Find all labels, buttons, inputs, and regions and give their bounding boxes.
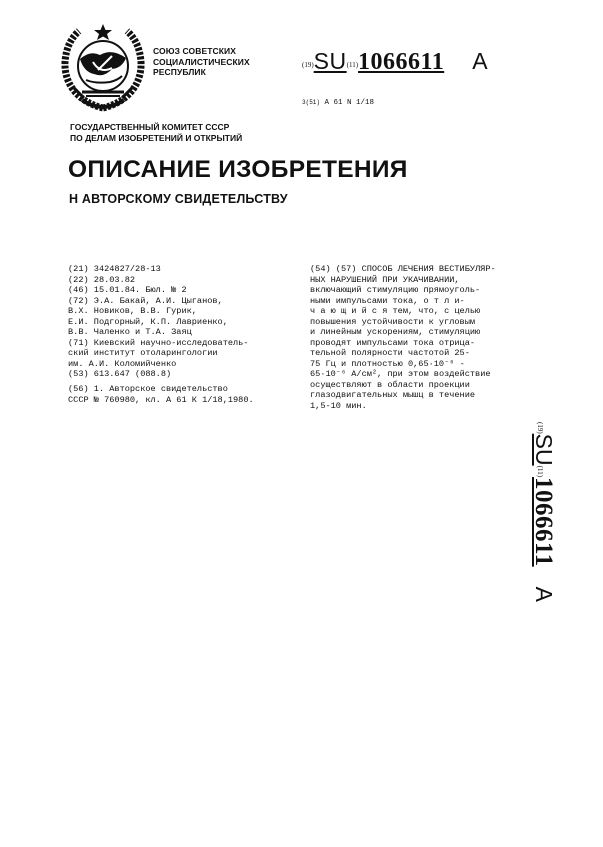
claim-line: включающий стимуляцию прямоуголь-: [310, 285, 481, 295]
biblio-line: В.В. Чаленко и Т.А. Заяц: [68, 327, 192, 337]
biblio-line: им. А.И. Коломийченко: [68, 358, 177, 369]
patent-number: 1066611: [358, 49, 445, 75]
patent-number-header: [302, 48, 488, 76]
ussr-emblem-icon: [60, 22, 146, 114]
country-code: SU: [313, 48, 347, 74]
claim-line: ными импульсами тока, о т л и-: [310, 295, 465, 306]
biblio-line: ский институт отоларингологии: [68, 348, 218, 358]
biblio-line: (53) 613.647 (088.8): [68, 369, 172, 379]
biblio-line: (46) 15.01.84. Бюл. № 2: [68, 285, 187, 295]
claim-line: (54) (57) СПОСОБ ЛЕЧЕНИЯ ВЕСТИБУЛЯР-: [310, 264, 496, 274]
claim-abstract: [310, 264, 496, 411]
country-line: РЕСПУБЛИК: [153, 67, 206, 77]
country-code: SU: [531, 433, 557, 466]
code-11-label: (11): [346, 61, 359, 69]
biblio-line: (72) Э.А. Бакай, А.И. Цыганов,: [68, 295, 223, 306]
claim-line: проводят импульсами тока отрица-: [310, 337, 476, 348]
biblio-line: (21) 3424827/28-13: [68, 264, 161, 274]
biblio-line: В.Х. Новиков, В.В. Гурик,: [68, 306, 197, 316]
biblio-line: Е.И. Подгорный, К.П. Лавриенко,: [68, 316, 228, 327]
patent-number: 1066611: [530, 477, 557, 567]
country-name: [153, 46, 250, 78]
committee-line: ГОСУДАРСТВЕННЫЙ КОМИТЕТ СССР: [70, 122, 230, 132]
document-title: ОПИСАНИЕ ИЗОБРЕТЕНИЯ: [68, 156, 408, 183]
document-subtitle: Н АВТОРСКОМУ СВИДЕТЕЛЬСТВУ: [69, 192, 288, 206]
claim-line: и линейным ускорениям, стимуляцию: [310, 327, 481, 337]
ussr-emblem: [60, 22, 146, 114]
claim-line: осуществляют в области проекции: [310, 379, 470, 390]
committee-line: ПО ДЕЛАМ ИЗОБРЕТЕНИЙ И ОТКРЫТИЙ: [70, 133, 243, 143]
reference-line: СССР № 760980, кл. А 61 К 1/18,1980.: [68, 394, 254, 405]
claim-line: 1,5-10 мин.: [310, 400, 367, 411]
state-committee: [70, 122, 242, 144]
document-kind: A: [472, 48, 488, 74]
claim-line: тельной полярности частотой 25-: [310, 348, 470, 358]
biblio-line: (71) Киевский научно-исследователь-: [68, 337, 249, 348]
reference-line: (56) 1. Авторское свидетельство: [68, 384, 228, 394]
country-line: СОЦИАЛИСТИЧЕСКИХ: [153, 56, 250, 67]
ipc-value: A 61 N 1/18: [324, 99, 375, 107]
ipc-classification: [302, 99, 374, 107]
vertical-patent-number: [529, 422, 559, 662]
code-19-label: (19): [302, 61, 314, 69]
claim-line: 65·10⁻⁶ А/см², при этом воздействие: [310, 369, 491, 379]
bibliographic-data: [68, 264, 249, 380]
biblio-line: (22) 28.03.82: [68, 274, 136, 285]
claim-line: НЫХ НАРУШЕНИЙ ПРИ УКАЧИВАНИИ,: [310, 274, 460, 285]
country-line: СОЮЗ СОВЕТСКИХ: [153, 46, 237, 56]
claim-line: ч а ю щ и й с я тем, что, с целью: [310, 306, 481, 316]
code-19-label: (19): [536, 422, 544, 434]
claim-line: глазодвигательных мышц в течение: [310, 390, 476, 400]
references: [68, 384, 254, 405]
document-kind: A: [531, 586, 557, 602]
code-11-label: (11): [536, 465, 544, 478]
claim-line: повышения устойчивости к угловым: [310, 316, 476, 327]
claim-line: 75 Гц и плотностью 0,65·10⁻⁶ -: [310, 358, 465, 369]
ipc-code-label: 3(51): [302, 99, 321, 106]
